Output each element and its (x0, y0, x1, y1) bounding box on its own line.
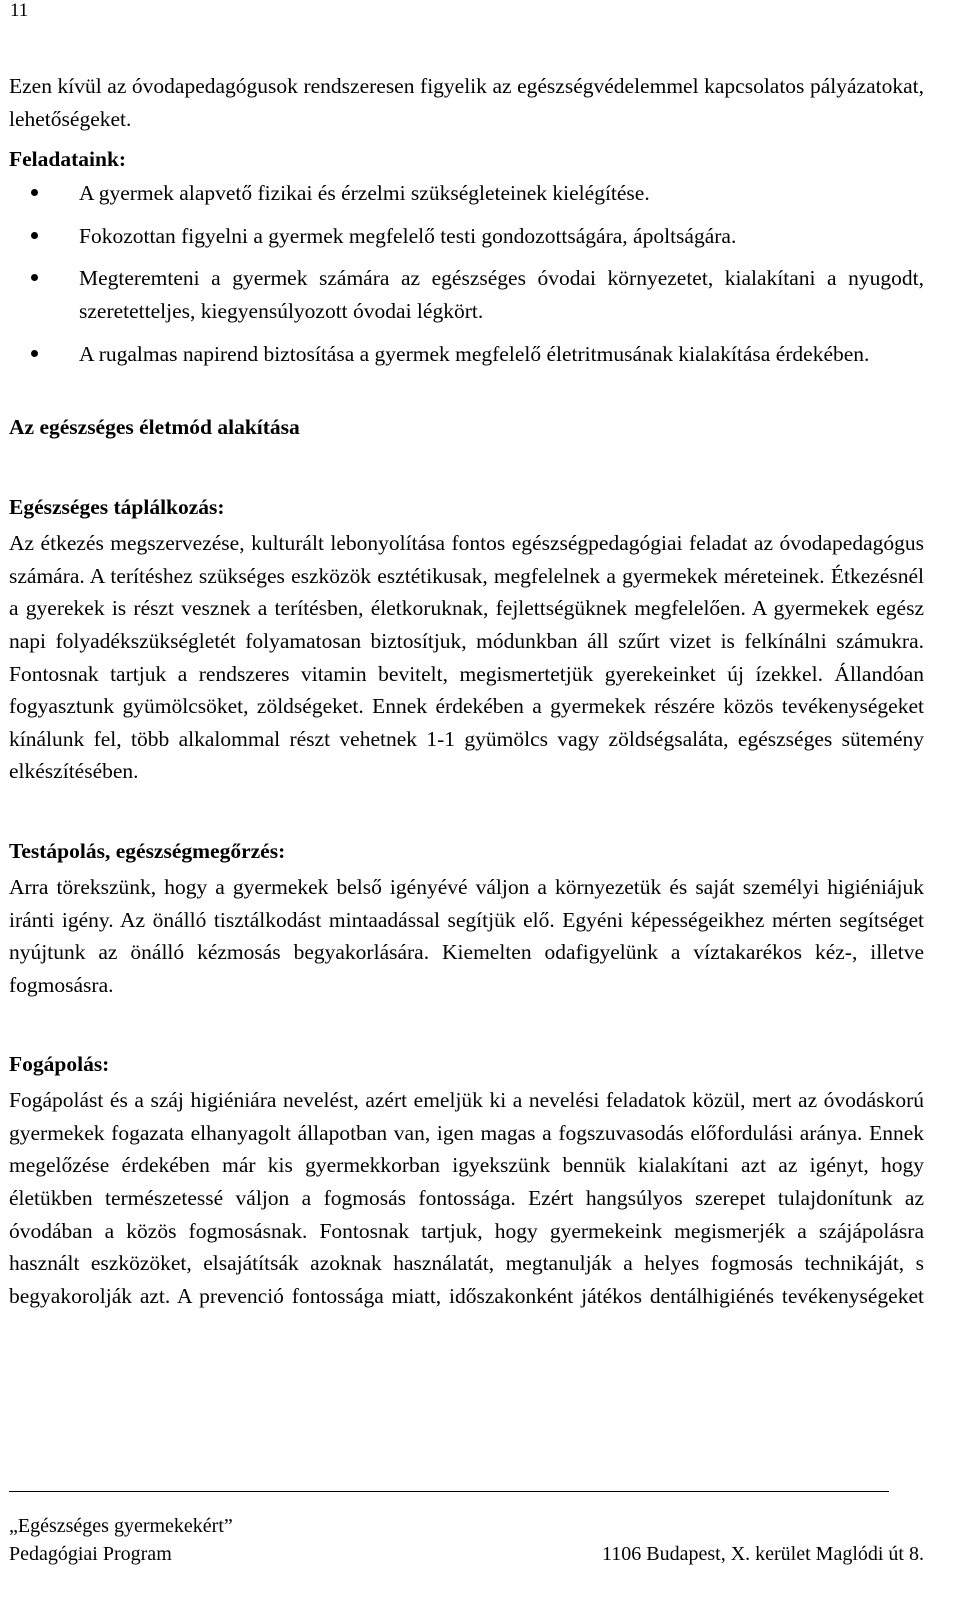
footer-address: 1106 Budapest, X. kerület Maglódi út 8. (602, 1543, 924, 1565)
task-text: A rugalmas napirend biztosítása a gyermek megfelelő életritmusának kialakítása érdekében. (79, 341, 870, 366)
body-care-title: Testápolás, egészségmegőrzés: (9, 838, 286, 863)
list-item (9, 177, 924, 210)
section-title: Az egészséges életmód alakítása (9, 415, 300, 440)
task-text: Fokozottan figyelni a gyermek megfelelő testi gondozottságára, ápoltságára. (79, 223, 737, 248)
task-text: Megteremteni a gyermek számára az egészséges óvodai környezetet, kialakítani a nyugodt, szeretetteljes, kiegyensúlyozott óvodai légkört. (79, 266, 924, 323)
nutrition-paragraph: Az étkezés megszervezése, kulturált lebonyolítása fontos egészségpedagógiai feladat az óvodapedagógus számára. A terítéshez szükséges eszközök esztétikusak, megfelelnek a gyermekek méreteinek. Étkezésnél a gyerekek is részt vesznek a terítésben, életkoruknak, fejlettségüknek megfelelően. A gyermekek egész napi folyadékszükségletét folyamatosan biztosítjuk, módunkban áll szűrt vizet is felkínálni számukra. Fontosnak tartjuk a rendszeres vitamin bevitelt, megismertetjük gyerekeinket új ízekkel. Állandóan fogyasztunk gyümölcsöket, zöldségeket. Ennek érdekében a gyermekek részére közös tevékenységeket kínálunk fel, több alkalommal részt vehetnek 1-1 gyümölcs vagy zöldségsaláta, egészséges sütemény elkészítésében. (9, 531, 924, 784)
body-care-paragraph: Arra törekszünk, hogy a gyermekek belső igényévé váljon a környezetük és saját személyi higiéniájuk iránti igény. Az önálló tisztálkodást mintaadással segítjük elő. Egyéni képességeikhez mérten segítséget nyújtunk az önálló kézmosás begyakorlására. Kiemelten odafigyelünk a víztakarékos kéz-, illetve fogmosásra. (9, 874, 924, 997)
dental-care-paragraph: Fogápolást és a száj higiéniára nevelést, azért emeljük ki a nevelési feladatok közül, mert az óvodáskorú gyermekek fogazata elhanyagolt állapotban van, igen magas a fogszuvasodás előfordulási aránya. Ennek megelőzése érdekében már kis gyermekkorban igyekszünk bennük kialakítani azt az igényt, hogy életükben természetessé váljon a fogmosás fontossága. Ezért hangsúlyos szerepet tulajdonítunk az óvodában a közös fogmosásnak. Fontosnak tartjuk, hogy gyermekeink megismerjék a szájápolásra használt eszközöket, elsajátítsák azoknak használatát, megtanulják a helyes fogmosás technikáját, s begyakorolják azt. A prevenció fontossága miatt, időszakonként játékos dentálhigiénés tevékenységeket (9, 1088, 924, 1308)
intro-paragraph: Ezen kívül az óvodapedagógusok rendszeresen figyelik az egészségvédelemmel kapcsolatos pályázatokat, lehetőségeket. (9, 74, 924, 131)
page-number: 11 (10, 0, 29, 21)
list-item (9, 338, 924, 371)
dental-care-title: Fogápolás: (9, 1052, 110, 1077)
bullet-icon (31, 350, 38, 357)
footer-divider (9, 1491, 889, 1492)
bullet-icon (31, 274, 38, 281)
footer-program-name: „Egészséges gyermekekért” (9, 1515, 233, 1537)
bullet-icon (31, 189, 38, 196)
list-item (9, 262, 924, 327)
list-item (9, 220, 924, 253)
footer-program-type: Pedagógiai Program (9, 1543, 172, 1565)
nutrition-title: Egészséges táplálkozás: (9, 495, 225, 520)
bullet-icon (31, 232, 38, 239)
document-body (9, 70, 924, 1312)
tasks-list (9, 177, 924, 370)
task-text: A gyermek alapvető fizikai és érzelmi szükségleteinek kielégítése. (79, 181, 650, 206)
tasks-label: Feladataink: (9, 147, 127, 172)
